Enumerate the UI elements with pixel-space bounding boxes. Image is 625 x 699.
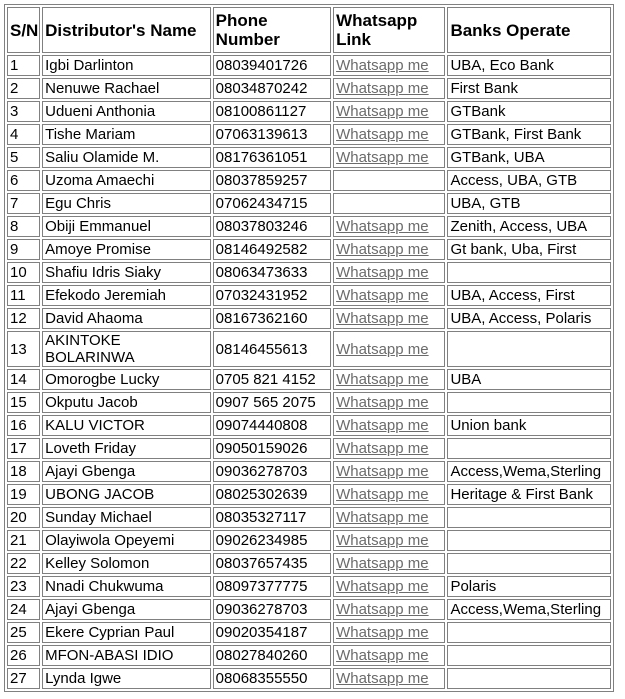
cell-sn: 26 bbox=[7, 645, 40, 666]
header-sn: S/N bbox=[7, 7, 40, 53]
cell-banks bbox=[447, 392, 611, 413]
cell-whatsapp bbox=[333, 55, 445, 76]
cell-distributor-name: Ajayi Gbenga bbox=[42, 599, 211, 620]
cell-distributor-name: Efekodo Jeremiah bbox=[42, 285, 211, 306]
cell-phone-number: 09050159026 bbox=[213, 438, 331, 459]
cell-distributor-name: Tishe Mariam bbox=[42, 124, 211, 145]
table-row bbox=[7, 193, 611, 214]
cell-sn: 16 bbox=[7, 415, 40, 436]
cell-whatsapp bbox=[333, 576, 445, 597]
cell-phone-number: 09036278703 bbox=[213, 461, 331, 482]
cell-distributor-name: Lynda Igwe bbox=[42, 668, 211, 689]
cell-sn: 23 bbox=[7, 576, 40, 597]
cell-phone-number: 08146455613 bbox=[213, 331, 331, 367]
cell-distributor-name: Nnadi Chukwuma bbox=[42, 576, 211, 597]
table-row bbox=[7, 147, 611, 168]
cell-sn: 20 bbox=[7, 507, 40, 528]
cell-distributor-name: MFON-ABASI IDIO bbox=[42, 645, 211, 666]
cell-phone-number: 09074440808 bbox=[213, 415, 331, 436]
whatsapp-link[interactable]: Whatsapp me bbox=[336, 486, 429, 503]
whatsapp-link[interactable]: Whatsapp me bbox=[336, 218, 429, 235]
cell-whatsapp bbox=[333, 622, 445, 643]
cell-distributor-name: Nenuwe Rachael bbox=[42, 78, 211, 99]
table-row bbox=[7, 101, 611, 122]
cell-distributor-name: UBONG JACOB bbox=[42, 484, 211, 505]
table-row bbox=[7, 668, 611, 689]
whatsapp-link[interactable]: Whatsapp me bbox=[336, 624, 429, 641]
table-row bbox=[7, 308, 611, 329]
cell-whatsapp bbox=[333, 285, 445, 306]
cell-sn: 22 bbox=[7, 553, 40, 574]
whatsapp-link[interactable]: Whatsapp me bbox=[336, 371, 429, 388]
cell-distributor-name: Uzoma Amaechi bbox=[42, 170, 211, 191]
header-name: Distributor's Name bbox=[42, 7, 211, 53]
whatsapp-link[interactable]: Whatsapp me bbox=[336, 670, 429, 687]
cell-phone-number: 08063473633 bbox=[213, 262, 331, 283]
cell-whatsapp bbox=[333, 147, 445, 168]
cell-banks: Access, UBA, GTB bbox=[447, 170, 611, 191]
whatsapp-link[interactable]: Whatsapp me bbox=[336, 647, 429, 664]
table-row bbox=[7, 124, 611, 145]
cell-phone-number: 08097377775 bbox=[213, 576, 331, 597]
cell-phone-number: 08027840260 bbox=[213, 645, 331, 666]
whatsapp-link[interactable]: Whatsapp me bbox=[336, 149, 429, 166]
cell-banks bbox=[447, 262, 611, 283]
cell-phone-number: 08035327117 bbox=[213, 507, 331, 528]
cell-phone-number: 08146492582 bbox=[213, 239, 331, 260]
whatsapp-link[interactable]: Whatsapp me bbox=[336, 394, 429, 411]
cell-sn: 5 bbox=[7, 147, 40, 168]
whatsapp-link[interactable]: Whatsapp me bbox=[336, 417, 429, 434]
table-body bbox=[7, 55, 611, 689]
cell-banks: UBA, Access, Polaris bbox=[447, 308, 611, 329]
cell-sn: 27 bbox=[7, 668, 40, 689]
cell-phone-number: 09026234985 bbox=[213, 530, 331, 551]
table-row bbox=[7, 645, 611, 666]
table-row bbox=[7, 438, 611, 459]
whatsapp-link[interactable]: Whatsapp me bbox=[336, 532, 429, 549]
cell-sn: 19 bbox=[7, 484, 40, 505]
cell-phone-number: 08039401726 bbox=[213, 55, 331, 76]
cell-whatsapp bbox=[333, 668, 445, 689]
cell-distributor-name: Okputu Jacob bbox=[42, 392, 211, 413]
cell-sn: 3 bbox=[7, 101, 40, 122]
cell-distributor-name: Ekere Cyprian Paul bbox=[42, 622, 211, 643]
cell-distributor-name: Olayiwola Opeyemi bbox=[42, 530, 211, 551]
cell-banks bbox=[447, 668, 611, 689]
cell-whatsapp bbox=[333, 308, 445, 329]
header-banks: Banks Operate bbox=[447, 7, 611, 53]
cell-banks: Polaris bbox=[447, 576, 611, 597]
whatsapp-link[interactable]: Whatsapp me bbox=[336, 463, 429, 480]
cell-banks: First Bank bbox=[447, 78, 611, 99]
whatsapp-link[interactable]: Whatsapp me bbox=[336, 440, 429, 457]
cell-banks bbox=[447, 622, 611, 643]
cell-whatsapp bbox=[333, 239, 445, 260]
cell-sn: 9 bbox=[7, 239, 40, 260]
table-row bbox=[7, 530, 611, 551]
whatsapp-link[interactable]: Whatsapp me bbox=[336, 57, 429, 74]
cell-whatsapp bbox=[333, 507, 445, 528]
cell-phone-number: 08025302639 bbox=[213, 484, 331, 505]
table-row bbox=[7, 216, 611, 237]
cell-sn: 1 bbox=[7, 55, 40, 76]
cell-whatsapp bbox=[333, 193, 445, 214]
table-row bbox=[7, 599, 611, 620]
distributor-table-container bbox=[4, 4, 614, 692]
cell-sn: 18 bbox=[7, 461, 40, 482]
cell-banks bbox=[447, 507, 611, 528]
table-row bbox=[7, 78, 611, 99]
cell-sn: 24 bbox=[7, 599, 40, 620]
cell-phone-number: 07062434715 bbox=[213, 193, 331, 214]
cell-phone-number: 09020354187 bbox=[213, 622, 331, 643]
cell-distributor-name: Udueni Anthonia bbox=[42, 101, 211, 122]
cell-banks: UBA, Eco Bank bbox=[447, 55, 611, 76]
cell-banks bbox=[447, 530, 611, 551]
header-whatsapp: Whatsapp Link bbox=[333, 7, 445, 53]
cell-banks bbox=[447, 645, 611, 666]
cell-whatsapp bbox=[333, 599, 445, 620]
cell-whatsapp bbox=[333, 78, 445, 99]
cell-phone-number: 08176361051 bbox=[213, 147, 331, 168]
table-row bbox=[7, 285, 611, 306]
cell-banks: UBA, GTB bbox=[447, 193, 611, 214]
cell-sn: 13 bbox=[7, 331, 40, 367]
cell-phone-number: 07063139613 bbox=[213, 124, 331, 145]
cell-whatsapp bbox=[333, 438, 445, 459]
whatsapp-link[interactable]: Whatsapp me bbox=[336, 578, 429, 595]
table-row bbox=[7, 484, 611, 505]
cell-whatsapp bbox=[333, 262, 445, 283]
cell-phone-number: 08037859257 bbox=[213, 170, 331, 191]
cell-whatsapp bbox=[333, 553, 445, 574]
cell-whatsapp bbox=[333, 645, 445, 666]
table-row bbox=[7, 239, 611, 260]
table-row bbox=[7, 576, 611, 597]
cell-distributor-name: Amoye Promise bbox=[42, 239, 211, 260]
cell-banks bbox=[447, 438, 611, 459]
cell-distributor-name: Kelley Solomon bbox=[42, 553, 211, 574]
whatsapp-link[interactable]: Whatsapp me bbox=[336, 103, 429, 120]
cell-banks: Heritage & First Bank bbox=[447, 484, 611, 505]
cell-banks bbox=[447, 553, 611, 574]
cell-banks: Union bank bbox=[447, 415, 611, 436]
table-row bbox=[7, 461, 611, 482]
whatsapp-link[interactable]: Whatsapp me bbox=[336, 310, 429, 327]
cell-whatsapp bbox=[333, 124, 445, 145]
cell-banks: GTBank bbox=[447, 101, 611, 122]
cell-distributor-name: Omorogbe Lucky bbox=[42, 369, 211, 390]
cell-whatsapp bbox=[333, 331, 445, 367]
whatsapp-link[interactable]: Whatsapp me bbox=[336, 126, 429, 143]
whatsapp-link[interactable]: Whatsapp me bbox=[336, 241, 429, 258]
cell-sn: 17 bbox=[7, 438, 40, 459]
cell-sn: 14 bbox=[7, 369, 40, 390]
cell-banks bbox=[447, 331, 611, 367]
cell-whatsapp bbox=[333, 392, 445, 413]
whatsapp-link[interactable]: Whatsapp me bbox=[336, 555, 429, 572]
cell-sn: 8 bbox=[7, 216, 40, 237]
whatsapp-link[interactable]: Whatsapp me bbox=[336, 509, 429, 526]
table-row bbox=[7, 392, 611, 413]
whatsapp-link[interactable]: Whatsapp me bbox=[336, 601, 429, 618]
cell-distributor-name: Ajayi Gbenga bbox=[42, 461, 211, 482]
cell-distributor-name: Saliu Olamide M. bbox=[42, 147, 211, 168]
cell-distributor-name: Igbi Darlinton bbox=[42, 55, 211, 76]
cell-whatsapp bbox=[333, 484, 445, 505]
cell-banks: UBA, Access, First bbox=[447, 285, 611, 306]
cell-whatsapp bbox=[333, 369, 445, 390]
cell-phone-number: 0705 821 4152 bbox=[213, 369, 331, 390]
cell-banks: Gt bank, Uba, First bbox=[447, 239, 611, 260]
cell-phone-number: 08068355550 bbox=[213, 668, 331, 689]
table-row bbox=[7, 170, 611, 191]
whatsapp-link[interactable]: Whatsapp me bbox=[336, 287, 429, 304]
cell-phone-number: 08037657435 bbox=[213, 553, 331, 574]
cell-sn: 11 bbox=[7, 285, 40, 306]
distributor-table bbox=[4, 4, 614, 692]
table-header-row bbox=[7, 7, 611, 53]
table-row bbox=[7, 55, 611, 76]
table-row bbox=[7, 331, 611, 367]
cell-banks: UBA bbox=[447, 369, 611, 390]
cell-sn: 6 bbox=[7, 170, 40, 191]
cell-phone-number: 09036278703 bbox=[213, 599, 331, 620]
cell-distributor-name: Loveth Friday bbox=[42, 438, 211, 459]
table-row bbox=[7, 553, 611, 574]
cell-sn: 4 bbox=[7, 124, 40, 145]
cell-sn: 12 bbox=[7, 308, 40, 329]
cell-phone-number: 0907 565 2075 bbox=[213, 392, 331, 413]
cell-whatsapp bbox=[333, 530, 445, 551]
cell-banks: GTBank, UBA bbox=[447, 147, 611, 168]
cell-distributor-name: Obiji Emmanuel bbox=[42, 216, 211, 237]
cell-banks: Zenith, Access, UBA bbox=[447, 216, 611, 237]
cell-sn: 21 bbox=[7, 530, 40, 551]
whatsapp-link[interactable]: Whatsapp me bbox=[336, 340, 429, 358]
cell-distributor-name: KALU VICTOR bbox=[42, 415, 211, 436]
cell-whatsapp bbox=[333, 415, 445, 436]
cell-distributor-name: David Ahaoma bbox=[42, 308, 211, 329]
cell-phone-number: 08100861127 bbox=[213, 101, 331, 122]
header-phone: Phone Number bbox=[213, 7, 331, 53]
cell-banks: Access,Wema,Sterling bbox=[447, 461, 611, 482]
table-row bbox=[7, 262, 611, 283]
cell-sn: 10 bbox=[7, 262, 40, 283]
cell-sn: 7 bbox=[7, 193, 40, 214]
cell-sn: 2 bbox=[7, 78, 40, 99]
cell-whatsapp bbox=[333, 461, 445, 482]
whatsapp-link[interactable]: Whatsapp me bbox=[336, 80, 429, 97]
cell-distributor-name: Egu Chris bbox=[42, 193, 211, 214]
cell-banks: GTBank, First Bank bbox=[447, 124, 611, 145]
table-row bbox=[7, 369, 611, 390]
cell-phone-number: 08037803246 bbox=[213, 216, 331, 237]
table-row bbox=[7, 415, 611, 436]
cell-banks: Access,Wema,Sterling bbox=[447, 599, 611, 620]
cell-sn: 15 bbox=[7, 392, 40, 413]
cell-phone-number: 07032431952 bbox=[213, 285, 331, 306]
cell-distributor-name: AKINTOKE BOLARINWA bbox=[42, 331, 211, 367]
cell-distributor-name: Shafiu Idris Siaky bbox=[42, 262, 211, 283]
cell-sn: 25 bbox=[7, 622, 40, 643]
cell-phone-number: 08167362160 bbox=[213, 308, 331, 329]
cell-whatsapp bbox=[333, 170, 445, 191]
cell-whatsapp bbox=[333, 101, 445, 122]
table-row bbox=[7, 507, 611, 528]
whatsapp-link[interactable]: Whatsapp me bbox=[336, 264, 429, 281]
cell-phone-number: 08034870242 bbox=[213, 78, 331, 99]
cell-whatsapp bbox=[333, 216, 445, 237]
table-row bbox=[7, 622, 611, 643]
cell-distributor-name: Sunday Michael bbox=[42, 507, 211, 528]
